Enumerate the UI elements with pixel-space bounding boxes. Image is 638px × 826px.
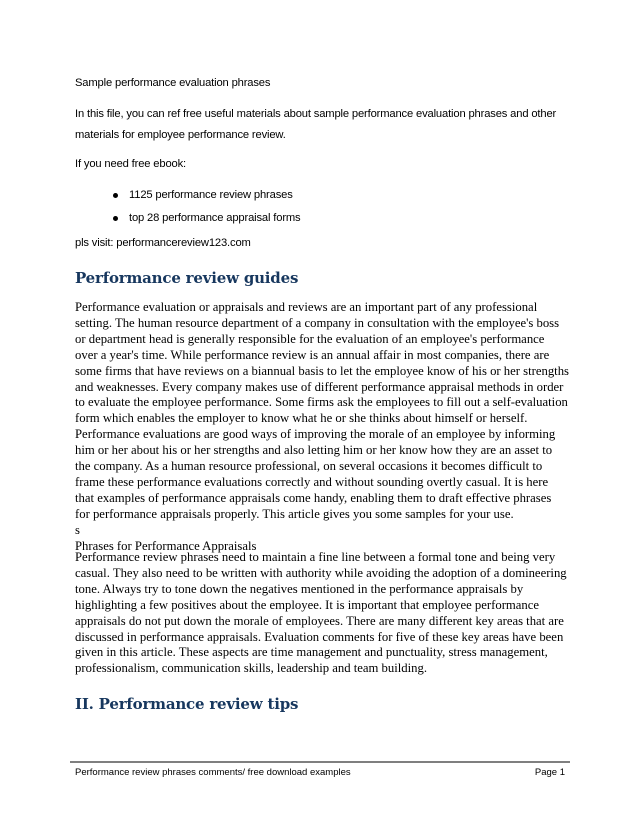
ebook-list xyxy=(113,184,301,230)
body-line: him or her about his or her strengths and also letting him or her know how they are an asset to xyxy=(75,443,553,458)
list-item-label: top 28 performance appraisal forms xyxy=(129,212,301,224)
list-item-label: 1125 performance review phrases xyxy=(129,189,293,201)
body-line: Performance evaluations are good ways of improving the morale of an employee by informing xyxy=(75,427,556,442)
section-body-phrases xyxy=(75,550,575,677)
intro-line-1: In this file, you can ref free useful materials about sample performance evaluation phrases and other xyxy=(75,108,557,120)
footer-title: Performance review phrases comments/ free download examples xyxy=(75,767,351,778)
body-line: discussed in performance appraisals. Evaluation comments for five of these key areas have been xyxy=(75,629,564,644)
bullet-icon xyxy=(113,216,118,221)
section-body-guides xyxy=(75,300,575,555)
body-line: s xyxy=(75,522,80,537)
body-line: and weaknesses. Every company makes use of different performance appraisal methods in order xyxy=(75,379,564,394)
body-line: Performance review phrases need to maintain a fine line between a formal tone and being very xyxy=(75,550,556,564)
list-item xyxy=(113,207,301,230)
body-line: setting. The human resource department of a company in consultation with the employee's boss xyxy=(75,315,560,330)
body-line: that examples of performance appraisals come handy, enabling them to draft effective phrases xyxy=(75,490,552,505)
body-line: to evaluate the employee performance. Some firms ask the employees to fill out a self-evaluation xyxy=(75,395,568,410)
bullet-icon xyxy=(113,193,118,198)
footer-divider xyxy=(70,761,570,763)
body-line: over a year's time. While performance review is an annual affair in most companies, there are xyxy=(75,347,550,362)
intro-line-2: materials for employee performance review. xyxy=(75,129,286,141)
ebook-prompt: If you need free ebook: xyxy=(75,158,186,170)
page-number: Page 1 xyxy=(534,767,565,778)
visit-link-line[interactable]: pls visit: performancereview123.com xyxy=(75,237,251,249)
list-item xyxy=(113,184,301,207)
body-line: given in this article. These aspects are time management and punctuality, stress management, xyxy=(75,645,548,660)
page-footer xyxy=(75,767,565,778)
body-line: professionalism, communication skills, leadership and team building. xyxy=(75,661,428,676)
subheading-phrases: Phrases for Performance Appraisals xyxy=(75,538,257,553)
body-line: appraisals do not put down the morale of employees. There are many different key areas that are xyxy=(75,613,564,628)
section-heading-tips: II. Performance review tips xyxy=(75,695,299,713)
body-line: Performance evaluation or appraisals and reviews are an important part of any professional xyxy=(75,300,538,314)
body-line: some firms that have reviews on a biannual basis to let the employee know of his or her strengths xyxy=(75,363,569,378)
body-line: or department head is generally responsible for the evaluation of an employee's performance xyxy=(75,331,545,346)
title-line: Sample performance evaluation phrases xyxy=(75,77,271,89)
body-line: highlighting a few positives about the employee. It is important that employee performance xyxy=(75,597,540,612)
section-heading-guides: Performance review guides xyxy=(75,269,299,287)
body-line: tone. Always try to tone down the negatives mentioned in the performance appraisals by xyxy=(75,581,524,596)
body-line: form which enables the employer to know what he or she thinks about himself or herself. xyxy=(75,411,528,426)
body-line: for performance appraisals properly. This article gives you some samples for your use. xyxy=(75,506,514,521)
body-line: casual. They also need to be written with authority while avoiding the adoption of a domineering xyxy=(75,565,567,580)
body-line: the company. As a human resource professional, on several occasions it becomes difficult to xyxy=(75,459,543,474)
body-line: frame these performance evaluations correctly and without sounding overtly casual. It is here xyxy=(75,474,549,489)
